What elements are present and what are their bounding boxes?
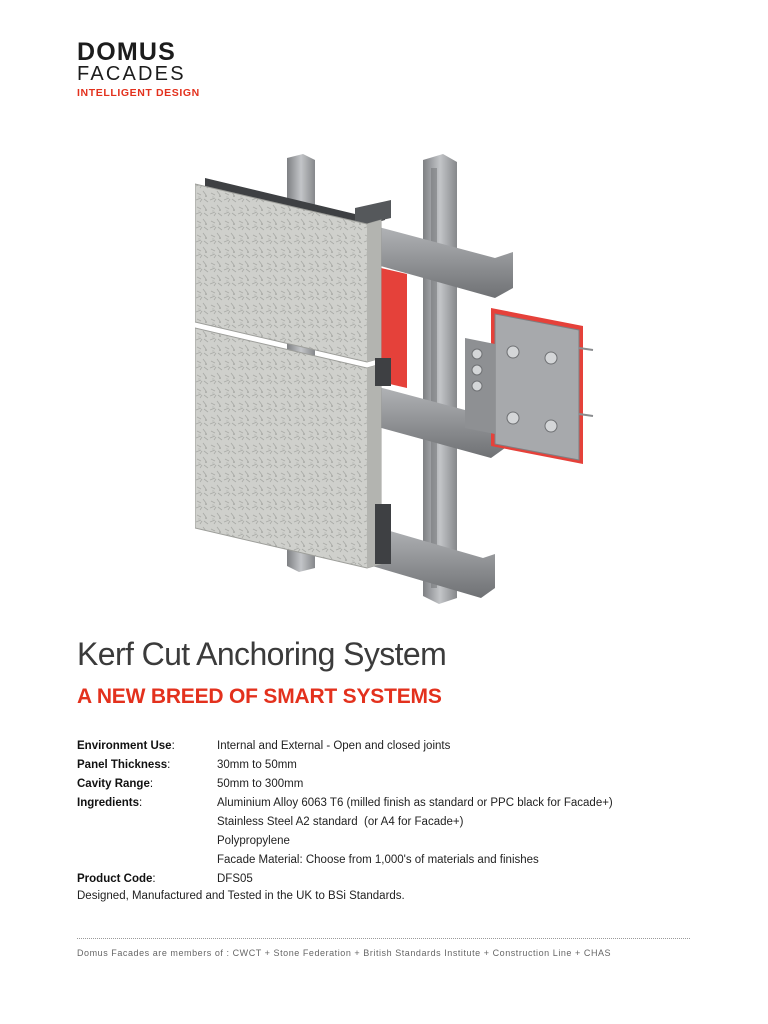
spec-value: Polypropylene — [217, 835, 290, 847]
product-title: Kerf Cut Anchoring System — [77, 636, 447, 672]
spec-label: Panel Thickness — [77, 759, 168, 771]
kerf-clip — [375, 358, 391, 386]
brand-logo — [77, 38, 200, 100]
spec-value: 30mm to 50mm — [217, 759, 297, 771]
logo-wordmark-facades: FACADES — [77, 63, 186, 85]
spec-label: Product Code — [77, 873, 153, 885]
logo-wordmark-domus: DOMUS — [77, 38, 177, 66]
spec-value: Facade Material: Choose from 1,000's of materials and finishes — [217, 854, 539, 866]
spec-value: 50mm to 300mm — [217, 778, 304, 790]
logo-tagline: INTELLIGENT DESIGN — [77, 87, 200, 99]
spec-value: Stainless Steel A2 standard (or A4 for Facade+) — [217, 816, 464, 828]
spec-label: Ingredients — [77, 797, 139, 809]
spec-value: Internal and External - Open and closed joints — [217, 740, 451, 752]
spec-ingredients: Ingredients: Aluminium Alloy 6063 T6 (milled finish as standard or PPC black for Facade+) Stainless Steel A2 standard (or A4 for Facade+) Polypropylene Facade Material: Choose from 1,000's of materials and finishes — [77, 794, 717, 870]
spec-value: Aluminium Alloy 6063 T6 (milled finish as standard or PPC black for Facade+) — [217, 797, 613, 809]
stone-panel — [195, 328, 381, 568]
standards-note: Designed, Manufactured and Tested in the UK to BSi Standards. — [77, 890, 405, 902]
bracket-plate — [495, 314, 579, 460]
spec-label: Cavity Range — [77, 778, 150, 790]
specification-list — [77, 737, 717, 889]
spec-environment-use: Environment Use: Internal and External - Open and closed joints — [77, 737, 717, 756]
spec-label: Environment Use — [77, 740, 172, 752]
kerf-clip — [375, 504, 391, 564]
memberships-footer: Domus Facades are members of : CWCT + Stone Federation + British Standards Institute + Construction Line + CHAS — [77, 948, 612, 958]
vertical-rail — [423, 154, 457, 604]
spec-panel-thickness: Panel Thickness: 30mm to 50mm — [77, 756, 717, 775]
spec-value: DFS05 — [217, 873, 253, 885]
spec-product-code: Product Code: DFS05 — [77, 870, 717, 889]
footer-divider — [77, 938, 690, 939]
product-subtitle: A NEW BREED OF SMART SYSTEMS — [77, 685, 442, 708]
spec-cavity-range: Cavity Range: 50mm to 300mm — [77, 775, 717, 794]
product-illustration — [195, 148, 615, 608]
